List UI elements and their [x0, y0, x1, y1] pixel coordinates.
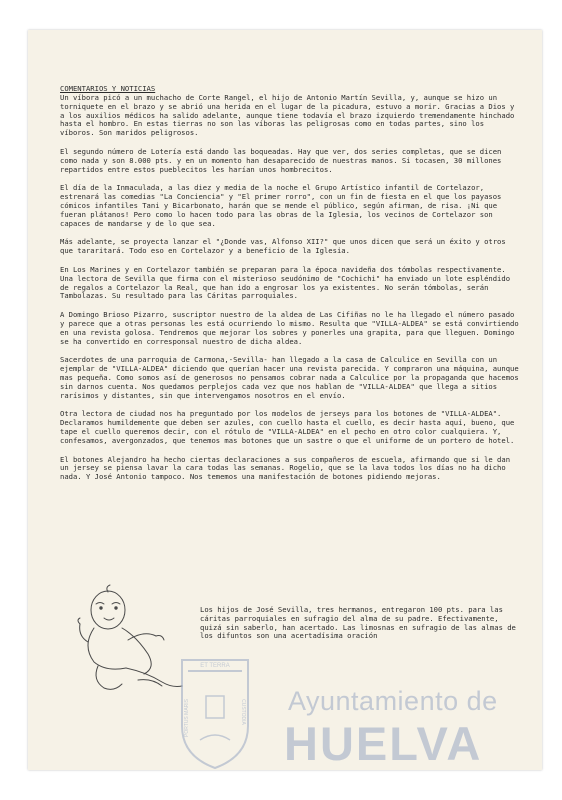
article-body: [60, 94, 522, 492]
crest-icon: [176, 656, 254, 772]
paragraph-lottery: El segundo número de Lotería está dando las boqueadas. Hay que ver, dos series completas, que se dicen como nada y son 8.000 pts. y en un momento han desaparecido de nuestras manos. Si tocasen, 30 millones repartidos entre estos pueblecitos les harían unos hombrecitos.: [60, 146, 506, 174]
section-heading: COMENTARIOS Y NOTICIAS: [60, 84, 156, 93]
closing-note: Los hijos de José Sevilla, tres hermanos, entregaron 100 pts. para las cáritas parroquiales en sufragio del alma de su padre. Efectivamente, quizá sin saberlo, han acertado. Las limosnas en sufragio de las almas de los difuntos son una acertadísima oración: [200, 605, 521, 641]
archive-watermark: [176, 656, 506, 776]
paragraph-carmona: Sacerdotes de una parroquia de Carmona,-Sevilla- han llegado a la casa de Calculice en Sevilla con un ejemplar de "VILLA-ALDEA" diciendo que querían hacer una revista parecida. Y compraron una máquina, aunque mas pequeña. Como somos así de generosos no pensamos cobrar nada a Calculice por la propaganda que hacemos sin darnos cuenta. Nos quedamos perplejos cada vez que nos hablan de "VILLA-ALDEA" que llega a sitios rarísimos y distantes, sin que intervengamos nosotros en el envío.: [60, 355, 524, 400]
watermark-brand-bottom: HUELVA: [284, 717, 483, 770]
paragraph-alfonso: Más adelante, se proyecta lanzar el "¿Donde vas, Alfonso XII?" que unos dicen que será un éxito y otros que tararitará. Todo eso en Cortelazor y a beneficio de la Iglesia.: [60, 237, 511, 256]
paragraph-subscriber: A Domingo Brioso Pizarro, suscriptor nuestro de la aldea de Las Cifiñas no le ha llegado el número pasado y parece que a otras personas les está ocurriendo lo mismo. Resulta que "VILLA-ALDEA" se está convirtiendo en una revista golosa. Tendremos que mejorar los sobres y ponerles una grapita, para que lleguen. Domingo se ha convertido en corresponsal nuestro de dicha aldea.: [60, 310, 524, 346]
watermark-brand-top: Ayuntamiento de: [288, 686, 498, 716]
paragraph-jerseys: Otra lectora de ciudad nos ha preguntado por los modelos de jerseys para los botones de "VILLA-ALDEA". Declaramos humildemente que deben ser azules, con cuello hasta el cuello, es decir hasta aquí, bueno, que tape el cuello queremos decir, con el rótulo de "VILLA-ALDEA" en el pecho en otro color cualquiera. Y, confesamos, avergonzados, que tenemos mas botones que un sastre o que el uniforme de un portero de hotel.: [60, 409, 519, 445]
paragraph-tombolas: En Los Marines y en Cortelazor también se preparan para la época navideña dos tómbolas respectivamente. Una lectora de Sevilla que firma con el misterioso seudónimo de "Cochichi" ha enviado un lote espléndido de regalos a Cortelazor la Real, que han ido a engrosar los ya existentes. No serán tómbolas, serán Tambolazas. Su resultado para las Cáritas parroquiales.: [60, 264, 515, 301]
paragraph-botones: El botones Alejandro ha hecho ciertas declaraciones a sus compañeros de escuela, afirmando que si le dan un jersey se piensa lavar la cara todas las semanas. Rogelio, que se la lava todos los días no ha dicho nada. Y José Antonio tampoco. Nos tememos una manifestación de botones pidiendo mejoras.: [60, 454, 515, 482]
crest-motto-left: PORTUS MARIS: [184, 699, 190, 737]
crest-motto-right: CUSTODIA: [240, 699, 246, 725]
paragraph-inmaculada: El día de la Inmaculada, a las diez y media de la noche el Grupo Artístico infantil de Cortelazor, estrenará las comedias "La Conciencia" y "El primer rorro", con un fin de fiesta en el que los payasos cómicos infantiles Tani y Bicarbonato, harán que se mende el público, según afirman, de risa. ¡Ni que fueran plátanos! Pero como lo hacen todo para las obras de la Iglesia, los vecinos de Cortelazor son capaces de mandarse y de lo que sea.: [60, 183, 506, 228]
paragraph-viper: Un víbora picó a un muchacho de Corte Rangel, el hijo de Antonio Martín Sevilla, y, aunque se hizo un torniquete en el brazo y se abrió una herida en el lugar de la picadura, estuvo a morir. Gracias a Dios y a los auxilios médicos ha salido adelante, aunque tiene todavía el brazo izquierdo tremendamente hinchado hasta el hombro. En estas tierras no son las víboras las peligrosas como en todas partes, sino los víboros. Son maridos peligrosos.: [60, 93, 519, 138]
crest-motto-top: ET TERRA: [200, 663, 230, 669]
